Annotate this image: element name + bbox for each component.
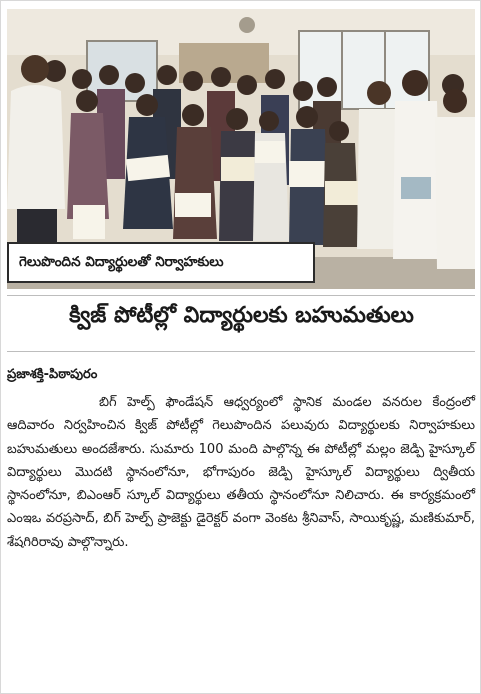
divider [7, 351, 475, 352]
article-paragraph: బిగ్ హెల్ప్ ఫౌండేషన్ ఆధ్వర్యంలో స్థానిక మండల వనరుల కేంద్రంలో ఆదివారం నిర్వహించిన క్విజ్ పోటీల్లో గెలుపొందిన పలువురు విద్యార్థులకు నిర్వాహకులు బహుమతులు అందజేశారు. సుమారు 100 మంది పాల్గొన్న ఈ పోటీల్లో మల్లం జెడ్పి హైస్కూల్ విద్యార్థులు మొదటి స్థానంలోనూ, భోగాపురం జెడ్పి హైస్కూల్ విద్యార్థులు ద్వితీయ స్థానంలోనూ, బిఎంఆర్ స్కూల్ విద్యార్థులు తతీయ స్థానంలోనూ నిలిచారు. ఈ కార్యక్రమంలో ఎంఇఒ వరప్రసాద్, బిగ్ హెల్ప్ ప్రాజెక్టు డైరెక్టర్ వంగా వెంకట శ్రీనివాస్, సాయికృష్ణ, మణికుమార్, శేషగిరిరావు పాల్గొన్నారు. [7, 395, 475, 550]
headline: క్విజ్ పోటీల్లో విద్యార్థులకు బహుమతులు [69, 303, 414, 328]
divider [7, 295, 475, 296]
dateline: ప్రజాశక్తి-పిఠాపురం [7, 367, 98, 382]
photo-caption: గెలుపొందిన విద్యార్థులతో నిర్వాహకులు [7, 242, 315, 283]
article-body [7, 391, 475, 554]
